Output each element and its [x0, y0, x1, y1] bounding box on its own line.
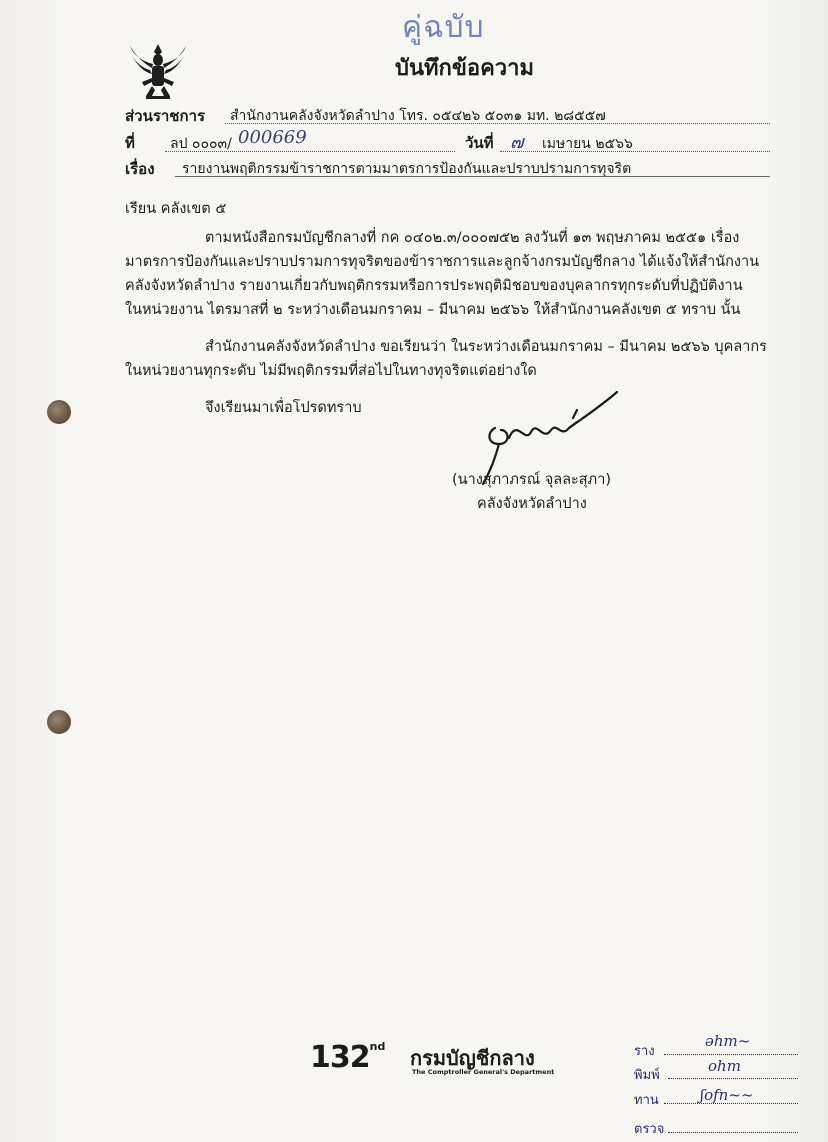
anniversary-suffix: nd: [369, 1040, 386, 1053]
initial-label-draft: ราง: [634, 1044, 655, 1059]
salutation: เรียน คลังเขต ๕: [125, 201, 227, 217]
para1-line1: ตามหนังสือกรมบัญชีกลางที่ กค ๐๔๐๒.๓/๐๐๐๗๕๒ ลงวันที่ ๑๓ พฤษภาคม ๒๕๕๑ เรื่อง: [205, 230, 740, 246]
date-day-handwritten: ๗: [510, 132, 524, 153]
initial-sig-checked: ʃofn~~: [700, 1086, 754, 1104]
binder-hole-bottom: [47, 710, 71, 734]
closing-line: จึงเรียนมาเพื่อโปรดทราบ: [205, 400, 362, 416]
date-rule: [500, 151, 770, 152]
copy-stamp: คู่ฉบับ: [402, 10, 485, 45]
signatory-name: (นางสุภาภรณ์ จุลละสุภา): [452, 472, 612, 488]
date-month-year: เมษายน ๒๕๖๖: [542, 136, 633, 152]
agency-rule: [225, 123, 770, 124]
para1-line4: ในหน่วยงาน ไตรมาสที่ ๒ ระหว่างเดือนมกราคม – มีนาคม ๒๕๖๖ ให้สำนักงานคลังเขต ๕ ทราบ นั้น: [125, 302, 741, 318]
subject-value: รายงานพฤติกรรมข้าราชการตามมาตรการป้องกันและปราบปรามการทุจริต: [182, 161, 632, 177]
subject-label: เรื่อง: [125, 160, 155, 178]
signatory-position: คลังจังหวัดลำปาง: [477, 496, 587, 512]
footer-logo: [310, 1040, 385, 1075]
dept-name-th: กรมบัญชีกลาง: [410, 1046, 535, 1070]
initial-line-verified: [668, 1132, 798, 1133]
date-label: วันที่: [465, 134, 494, 152]
initial-sig-draft: ǝhm~: [705, 1032, 751, 1050]
dept-name-en: The Comptroller General's Department: [412, 1068, 555, 1076]
initial-label-checked: ทาน: [634, 1093, 659, 1108]
ref-number-handwritten: 000669: [238, 127, 307, 148]
initial-label-typed: พิมพ์: [634, 1068, 660, 1083]
binder-hole-top: [47, 400, 71, 424]
para1-line3: คลังจังหวัดลำปาง รายงานเกี่ยวกับพฤติกรรมหรือการประพฤติมิชอบของบุคลากรทุกระดับที่ปฏิบัติงาน: [125, 278, 743, 294]
ref-prefix: ลป ๐๐๐๓/: [170, 136, 232, 152]
para2-line1: สำนักงานคลังจังหวัดลำปาง ขอเรียนว่า ในระหว่างเดือนมกราคม – มีนาคม ๒๕๖๖ บุคลากร: [205, 339, 767, 355]
para2-line2: ในหน่วยงานทุกระดับ ไม่มีพฤติกรรมที่ส่อไปในทางทุจริตแต่อย่างใด: [125, 363, 537, 379]
agency-label: ส่วนราชการ: [125, 107, 206, 125]
initial-label-verified: ตรวจ: [634, 1122, 665, 1137]
garuda-emblem-icon: [128, 42, 188, 104]
initial-line-draft: [664, 1054, 798, 1055]
anniversary-number: 132: [310, 1040, 370, 1075]
agency-value: สำนักงานคลังจังหวัดลำปาง โทร. ๐๕๔๒๖ ๕๐๓๑ มท. ๒๘๕๕๗: [230, 108, 606, 124]
ref-rule: [165, 151, 455, 152]
subject-rule: [175, 176, 770, 177]
ref-label: ที่: [125, 134, 135, 152]
initial-line-typed: [668, 1078, 798, 1079]
para1-line2: มาตรการป้องกันและปราบปรามการทุจริตของข้าราชการและลูกจ้างกรมบัญชีกลาง ได้แจ้งให้สำนักงาน: [125, 254, 760, 270]
memo-title: บันทึกข้อความ: [395, 56, 535, 81]
initial-sig-typed: ohm: [708, 1057, 741, 1075]
